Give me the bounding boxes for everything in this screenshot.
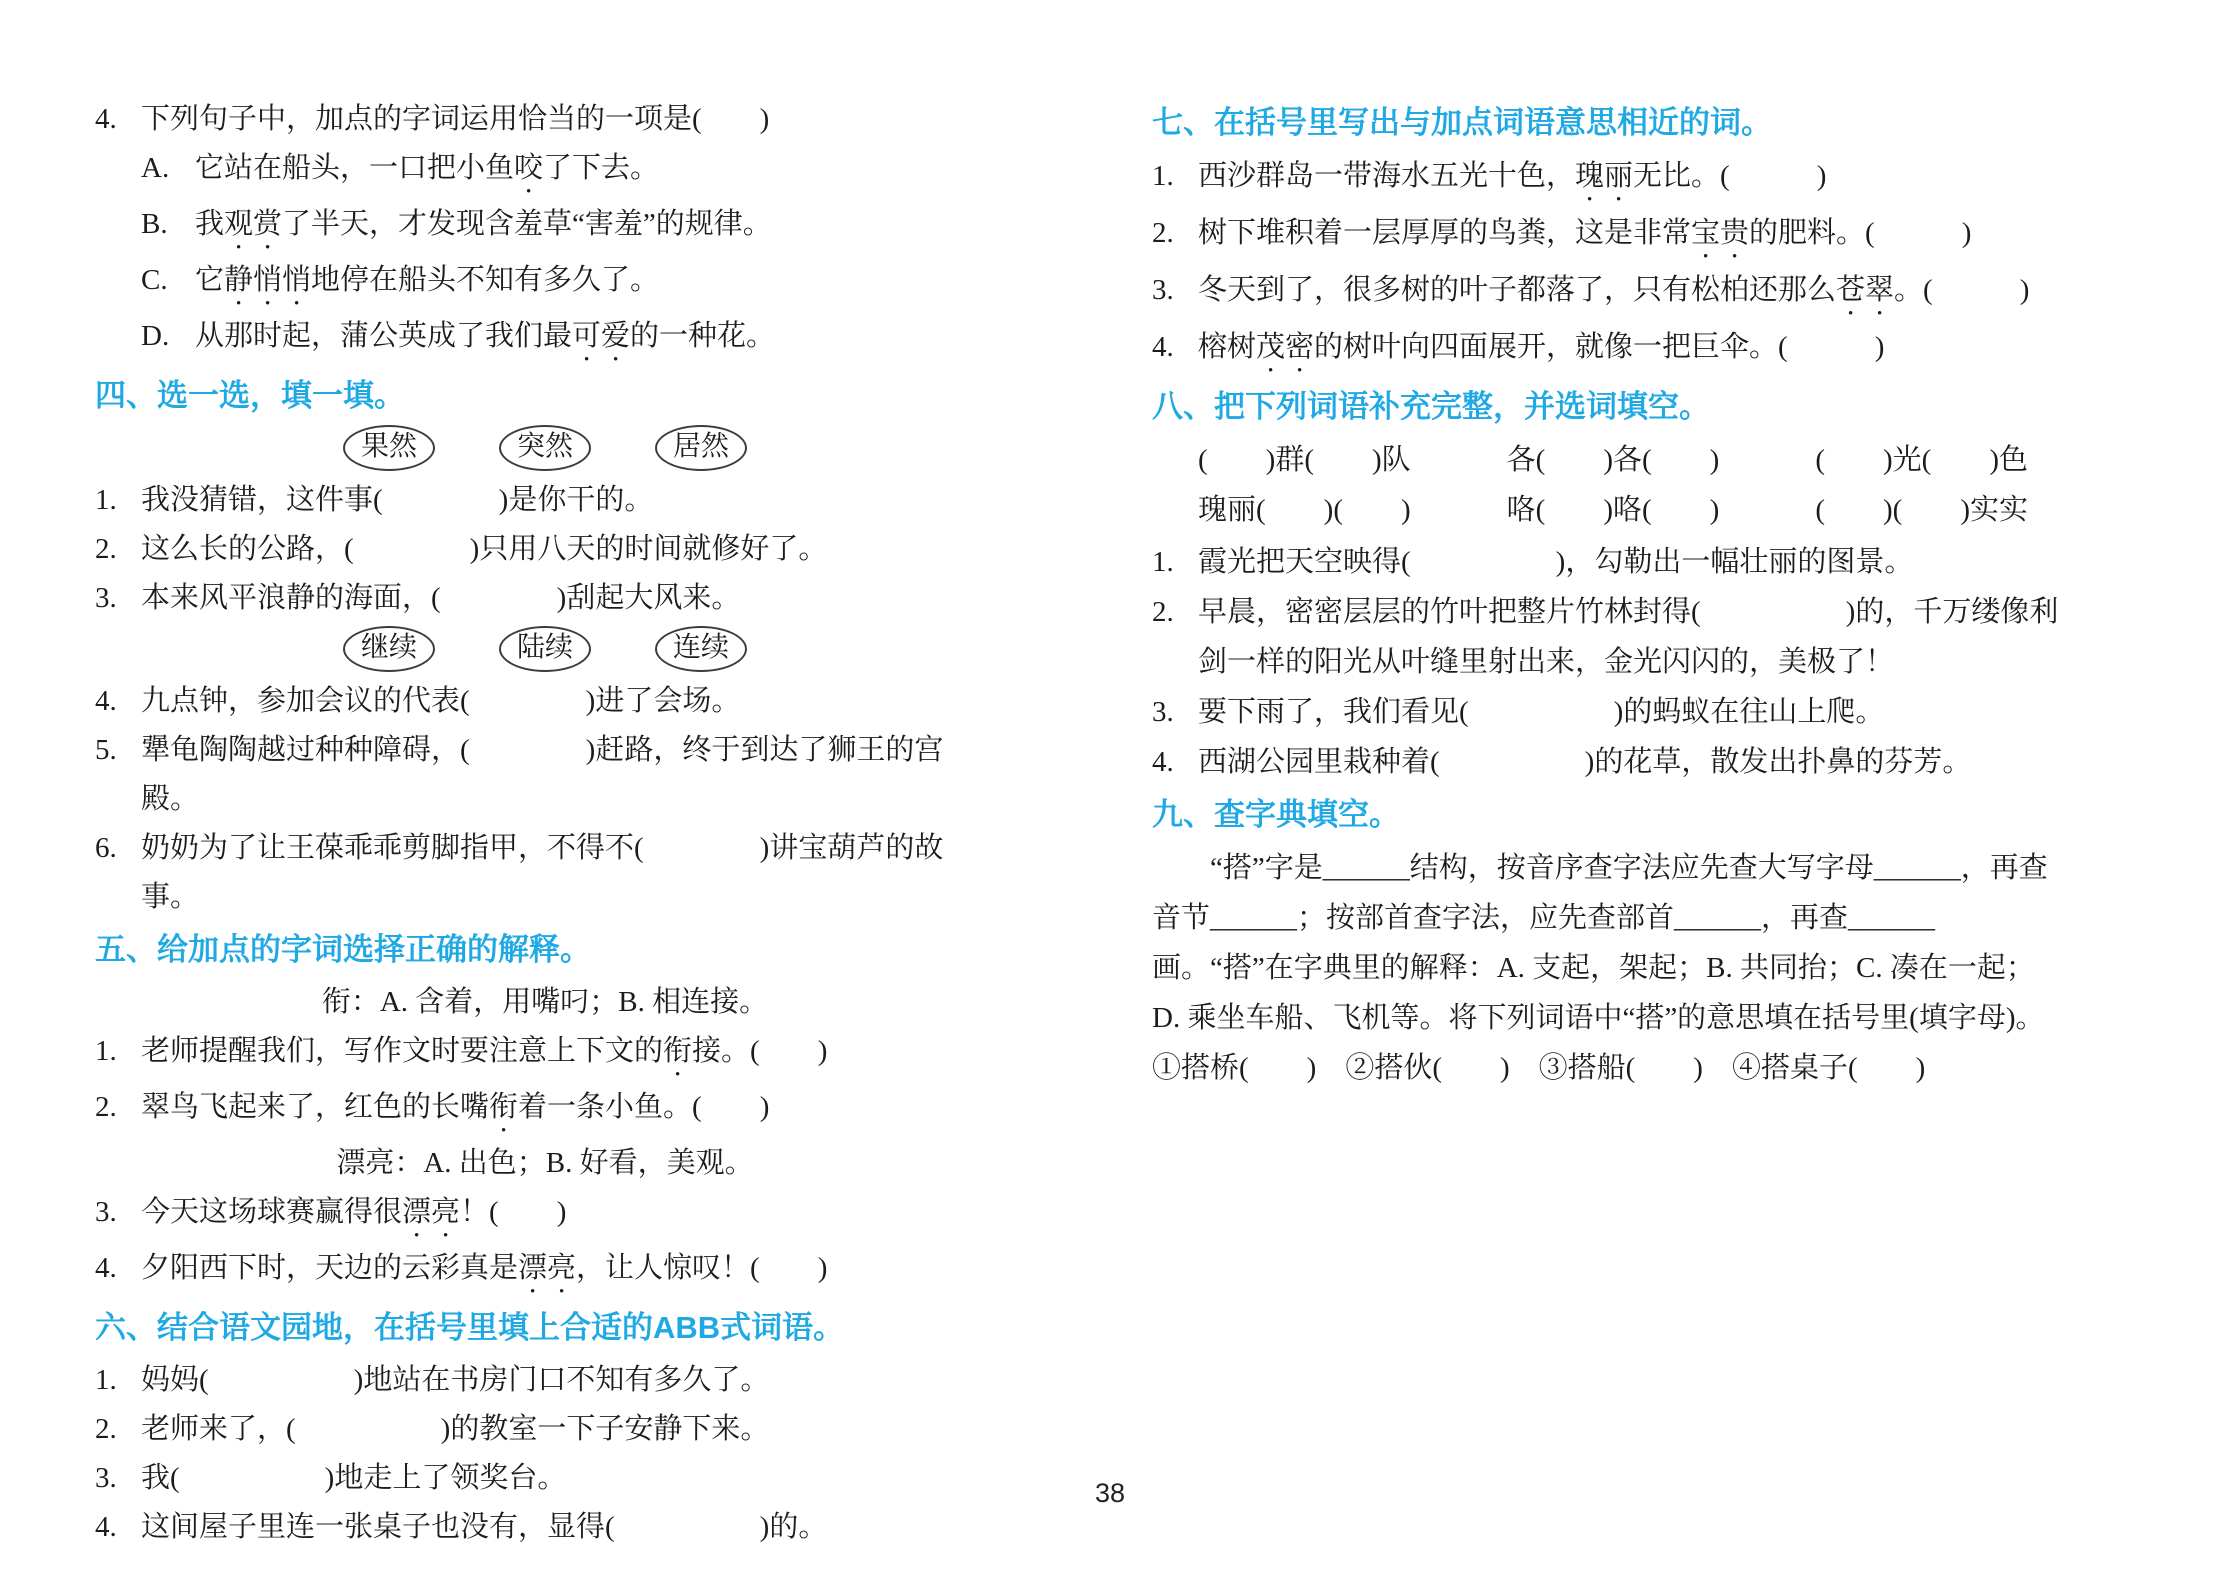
item-text: 老师来了，( )的教室一下子安静下来。 [141,1413,770,1445]
section-6-title: 六、结合语文园地，在括号里填上合适的ABB式词语。 [95,1310,845,1345]
s6-item-4 [95,1503,995,1552]
s5-definition-xian: 衔：A. 含着，用嘴叼；B. 相连接。 [321,986,769,1018]
s7-item-3 [1152,265,2062,322]
item-number: 4. [95,685,117,717]
item-number: 2. [95,1413,117,1445]
word-option-oval: 陆续 [499,626,591,672]
question-number: 4. [95,103,117,135]
word-completion-cell: ( )( )实实 [1815,494,2028,526]
s4-item-2 [95,525,995,574]
option-text: 它静悄悄地停在船头不知有多久了。 [195,264,660,296]
s6-item-1 [95,1356,995,1405]
item-text: 榕树茂密的树叶向四面展开，就像一把巨伞。( ) [1198,331,1885,363]
word-option-oval: 突然 [499,425,591,471]
item-number: 4. [1152,331,1174,363]
s7-item-1 [1152,151,2062,208]
left-column [95,95,995,1552]
item-number: 5. [95,734,117,766]
question-text: 下列句子中，加点的字词运用恰当的一项是( ) [141,103,770,135]
dictionary-words-line: ①搭桥( ) ②搭伙( ) ③搭船( ) ④搭桌子( ) [1152,1052,1926,1084]
item-number: 2. [95,1091,117,1123]
item-text: 我( )地走上了领奖台。 [141,1462,567,1494]
item-number: 6. [95,832,117,864]
word-completion-cell: 瑰丽( )( ) [1198,494,1411,526]
section-5-title: 五、给加点的字词选择正确的解释。 [95,932,591,967]
item-text: 早晨，密密层层的竹叶把整片竹林封得( )的，千万缕像利剑一样的阳光从叶缝里射出来，金光闪闪的，美极了！ [1198,596,2059,678]
section-9-title: 九、查字典填空。 [1152,797,1400,832]
item-number: 3. [95,582,117,614]
item-text: 西湖公园里栽种着( )的花草，散发出扑鼻的芬芳。 [1198,746,1972,778]
s5-item-1 [95,1027,995,1083]
word-completion-cell: 各( )各( ) [1506,444,1720,476]
page-number: 38 [1094,1478,1126,1508]
s7-item-2 [1152,208,2062,265]
s5-item-2 [95,1083,995,1139]
item-text: 冬天到了，很多树的叶子都落了，只有松柏还那么苍翠。( ) [1198,274,2030,306]
item-number: 3. [95,1462,117,1494]
right-column [1152,95,2062,1093]
option-label: B. [141,208,168,240]
option-a [95,144,995,200]
item-number: 1. [95,1364,117,1396]
item-number: 4. [95,1511,117,1543]
question-4 [95,95,995,368]
word-completion-row [1198,435,2028,485]
option-b [95,200,995,256]
item-text: 奶奶为了让王葆乖乖剪脚指甲，不得不( )讲宝葫芦的故事。 [141,832,944,913]
item-text: 九点钟，参加会议的代表( )进了会场。 [141,685,741,717]
item-number: 1. [95,484,117,516]
dictionary-exercise-paragraph: “搭”字是______结构，按音序查字法应先查大写字母______，再查音节______；按部首查字法，应先查部首______，再查______画。“搭”在字典里的解释：A. 支起，架起；B. 共同抬；C. 凑在一起；D. 乘坐车船、飞机等。将下列词语中“搭”的意思填在括号里(填字母)。 [1152,852,2048,1034]
option-text: 我观赏了半天，才发现含羞草“害羞”的规律。 [195,208,772,240]
word-completion-cell: 咯( )咯( ) [1506,494,1720,526]
word-option-oval: 居然 [655,425,747,471]
s8-item-4 [1152,737,2062,787]
item-number: 1. [1152,160,1174,192]
item-number: 4. [95,1252,117,1284]
item-number: 3. [1152,696,1174,728]
option-d [95,312,995,368]
item-number: 2. [1152,596,1174,628]
item-text: 树下堆积着一层厚厚的鸟粪，这是非常宝贵的肥料。( ) [1198,217,1972,249]
option-label: D. [141,320,170,352]
item-text: 我没猜错，这件事( )是你干的。 [141,484,654,516]
s4-item-6 [95,824,995,922]
item-text: 这间屋子里连一张桌子也没有，显得( )的。 [141,1511,828,1543]
item-number: 2. [1152,217,1174,249]
item-number: 1. [95,1035,117,1067]
word-completion-cell: ( )光( )色 [1815,444,2028,476]
item-text: 老师提醒我们，写作文时要注意上下文的衔接。( ) [141,1035,828,1067]
word-completion-grid [1152,435,2062,535]
word-option-oval: 继续 [343,626,435,672]
option-label: C. [141,264,168,296]
s6-item-2 [95,1405,995,1454]
s5-definition-piaoliang: 漂亮：A. 出色；B. 好看，美观。 [336,1147,754,1179]
s5-item-3 [95,1188,995,1244]
item-text: 今天这场球赛赢得很漂亮！( ) [141,1196,567,1228]
section-4-title: 四、选一选，填一填。 [95,378,405,413]
option-text: 它站在船头，一口把小鱼咬了下去。 [195,152,660,184]
word-completion-row [1198,485,2028,535]
option-text: 从那时起，蒲公英成了我们最可爱的一种花。 [195,320,776,352]
s4-item-1 [95,476,995,525]
word-completion-cell: ( )群( )队 [1198,444,1411,476]
item-text: 这么长的公路，( )只用八天的时间就修好了。 [141,533,828,565]
s4-item-4 [95,677,995,726]
item-text: 要下雨了，我们看见( )的蚂蚁在往山上爬。 [1198,696,1885,728]
section-8-title: 八、把下列词语补充完整，并选词填空。 [1152,389,1710,424]
word-option-oval: 果然 [343,425,435,471]
item-text: 犟龟陶陶越过种种障碍，( )赶路，终于到达了狮王的宫殿。 [141,734,944,815]
word-bank-guoran [95,425,995,471]
item-text: 夕阳西下时，天边的云彩真是漂亮，让人惊叹！( ) [141,1252,828,1284]
option-label: A. [141,152,170,184]
s7-item-4 [1152,322,2062,379]
s8-item-1 [1152,537,2062,587]
s4-item-5 [95,726,995,824]
item-text: 西沙群岛一带海水五光十色，瑰丽无比。( ) [1198,160,1827,192]
item-number: 2. [95,533,117,565]
item-number: 3. [1152,274,1174,306]
s8-item-2 [1152,587,2062,687]
s5-item-4 [95,1244,995,1300]
option-c [95,256,995,312]
item-text: 霞光把天空映得( )，勾勒出一幅壮丽的图景。 [1198,546,1914,578]
item-number: 1. [1152,546,1174,578]
s4-item-3 [95,574,995,623]
question-4-stem [95,95,995,144]
item-text: 本来风平浪静的海面，( )刮起大风来。 [141,582,741,614]
item-text: 妈妈( )地站在书房门口不知有多久了。 [141,1364,770,1396]
item-number: 4. [1152,746,1174,778]
word-option-oval: 连续 [655,626,747,672]
item-text: 翠鸟飞起来了，红色的长嘴衔着一条小鱼。( ) [141,1091,770,1123]
s8-item-3 [1152,687,2062,737]
section-7-title: 七、在括号里写出与加点词语意思相近的词。 [1152,105,1772,140]
item-number: 3. [95,1196,117,1228]
word-bank-jixu [95,626,995,672]
